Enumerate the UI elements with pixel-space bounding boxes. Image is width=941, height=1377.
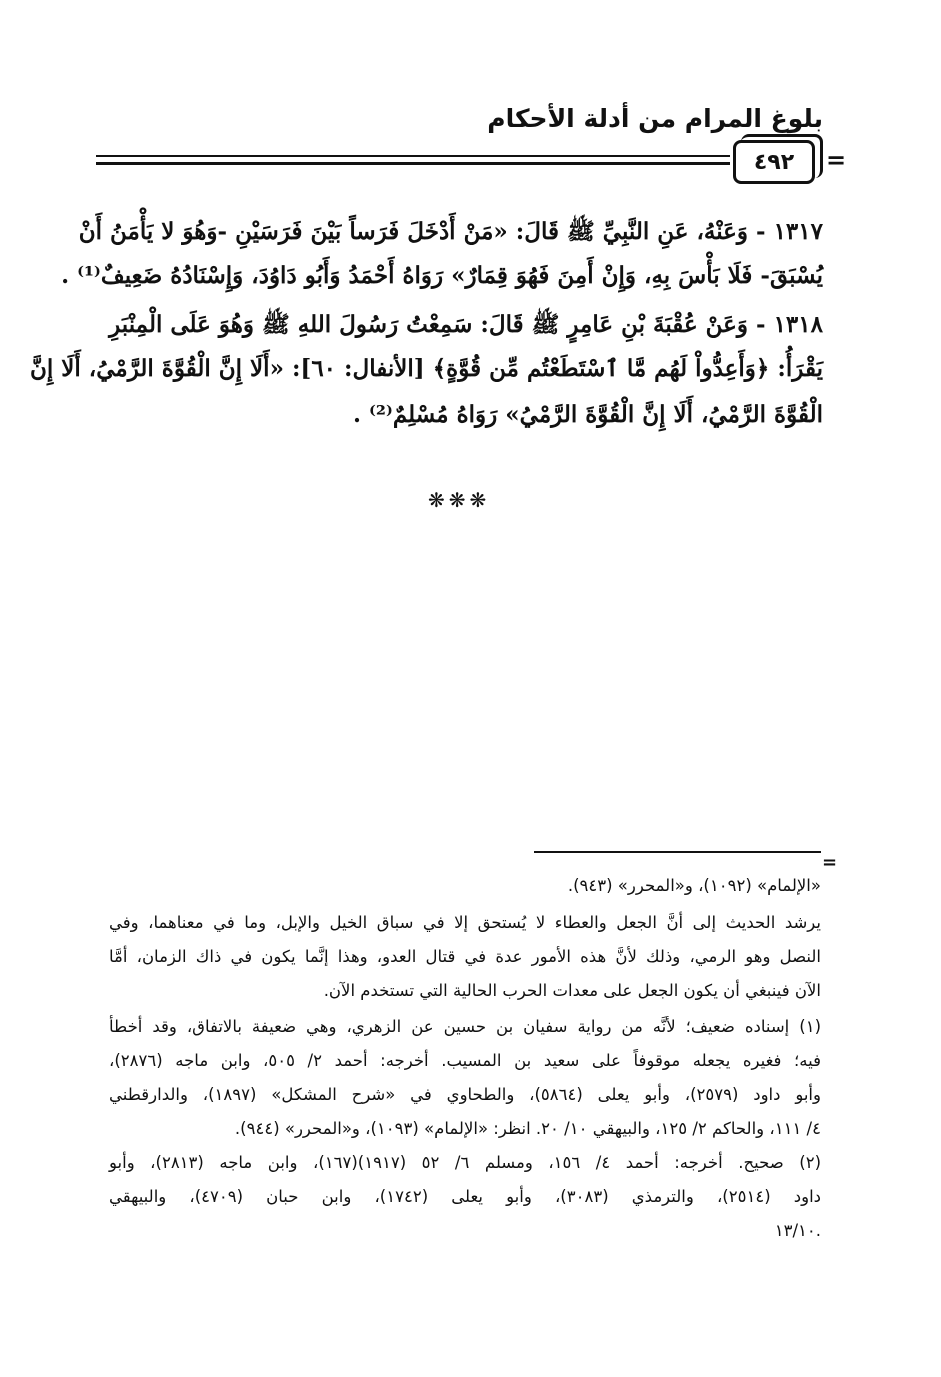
book-title: بلوغ المرام من أدلة الأحكام: [487, 104, 823, 133]
footnote-2-line: .١٣/١٠: [774, 1221, 821, 1240]
page-number: ٤٩٢: [733, 140, 815, 184]
footnote-2-line: (٢) صحيح. أخرجه: أحمد ٤/ ١٥٦، ومسلم ٦/ ٥٢ (١٩١٧)(١٦٧)، وابن ماجه (٢٨١٣)، وأبو: [109, 1153, 822, 1172]
hadith-1318-line-1: ١٣١٨ - وَعَنْ عُقْبَةَ بْنِ عَامِرٍ ﷺ قَالَ: سَمِعْتُ رَسُولَ اللهِ ﷺ وَهُوَ عَلَى الْمِنْبَرِ: [109, 311, 823, 338]
footnote-1-line: وأبو داود (٢٥٧٩)، وأبو يعلى (٥٨٦٤)، والطحاوي في «شرح المشكل» (١٨٩٧)، والدارقطني: [109, 1085, 821, 1104]
section-separator: ❋❋❋: [428, 488, 491, 512]
hadith-1317-line-1: ١٣١٧ - وَعَنْهُ، عَنِ النَّبِيِّ ﷺ قَالَ: «مَنْ أَدْخَلَ فَرَساً بَيْنَ فَرَسَيْنِ -وَهُوَ لا يَأْمَنُ أَنْ: [78, 218, 823, 245]
footnote-continuation-mark: =: [822, 852, 838, 873]
footnote-line: النصل وهو الرمي، وذلك لأنَّ هذه الأمور عدة في قتال العدو، وهذا إنَّما يكون في ذاك الزمان، أمَّا: [109, 947, 821, 966]
footnote-rule: [534, 851, 821, 853]
footnote-line: يرشد الحديث إلى أنَّ الجعل والعطاء لا يُستحق إلا في سباق الخيل والإبل، وما في معناهما، وفي: [109, 913, 821, 932]
footnote-line: «الإلمام» (١٠٩٢)، و«المحرر» (٩٤٣).: [567, 876, 821, 895]
header-rule: [96, 155, 730, 157]
hadith-1317-line-2: يُسْبَقَ- فَلَا بَأْسَ بِهِ، وَإِنْ أَمِنَ فَهُوَ قِمَارٌ» رَوَاهُ أَحْمَدُ وَأَبُو دَاوُدَ، وَإِسْنَادُهُ ضَعِيفٌ⁽¹⁾ .: [61, 262, 823, 289]
footnote-1-line: ٤/ ١١١، والحاكم ٢/ ١٢٥، والبيهقي ١٠/ ٢٠. انظر: «الإلمام» (١٠٩٣)، و«المحرر» (٩٤٤).: [234, 1119, 821, 1138]
footnote-1-line: (١) إسناده ضعيف؛ لأنَّه من رواية سفيان بن حسين عن الزهري، وهي ضعيفة بالاتفاق، وقد أخطأ: [109, 1017, 821, 1036]
hadith-1318-line-2: يَقْرَأُ: ﴿وَأَعِدُّواْ لَهُم مَّا ٱسْتَطَعْتُم مِّن قُوَّةٍ﴾ [الأنفال: ٦٠]: «أَلَا إِنَّ الْقُوَّةَ الرَّمْيُ، أَلَا إِنَّ: [29, 355, 823, 382]
footnote-line: الآن فينبغي أن يكون الجعل على معدات الحرب الحالية التي تستخدم الآن.: [323, 981, 821, 1000]
hadith-1318-line-3: الْقُوَّةَ الرَّمْيُ، أَلَا إِنَّ الْقُوَّةَ الرَّمْيُ» رَوَاهُ مُسْلِمٌ⁽²⁾ .: [353, 401, 823, 428]
header-continuation-mark: =: [826, 146, 847, 174]
footnote-1-line: فيه؛ فغيره يجعله موقوفاً على سعيد بن المسيب. أخرجه: أحمد ٢/ ٥٠٥، وابن ماجه (٢٨٧٦)،: [109, 1051, 821, 1070]
header-rule-thick: [96, 162, 730, 165]
footnote-2-line: داود (٢٥١٤)، والترمذي (٣٠٨٣)، وأبو يعلى (١٧٤٢)، وابن حبان (٤٧٠٩)، والبيهقي: [109, 1187, 822, 1206]
